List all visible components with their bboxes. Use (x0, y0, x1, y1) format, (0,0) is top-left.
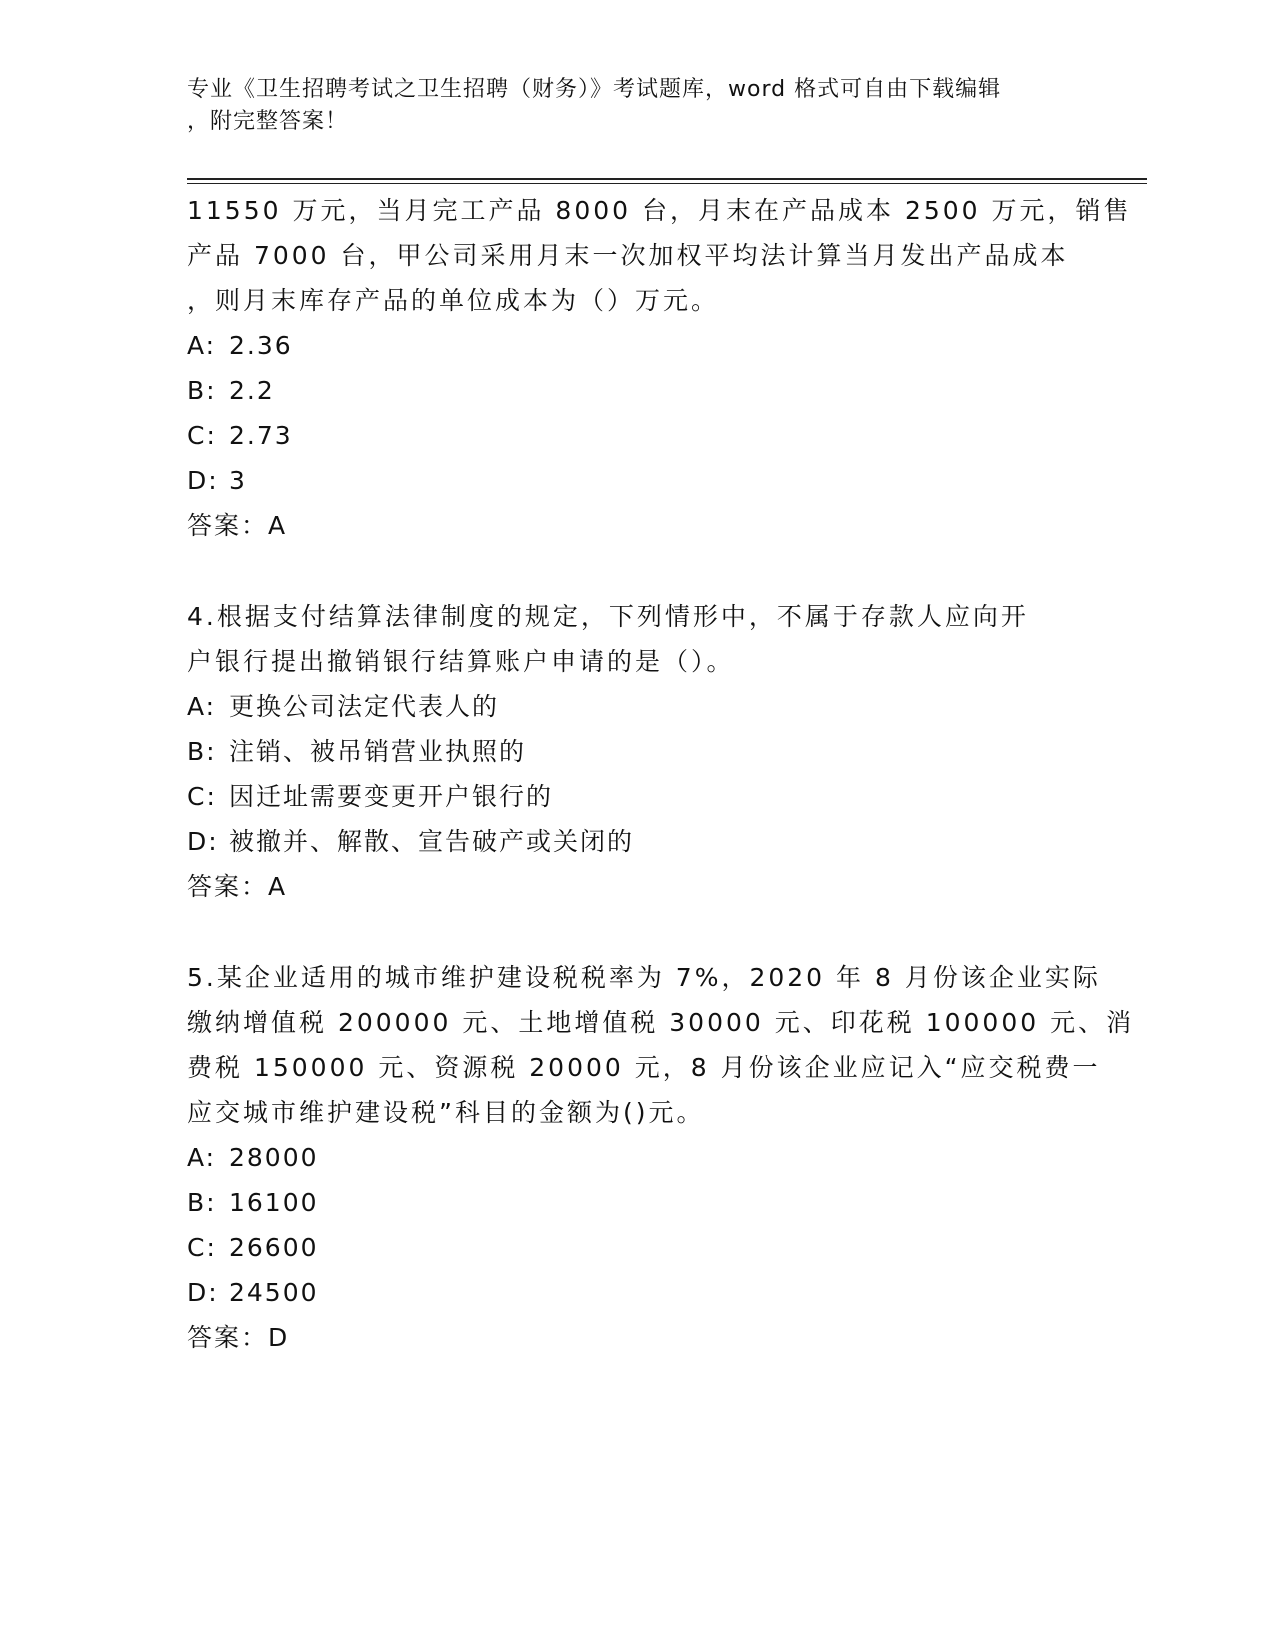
option-text: 2.36 (229, 331, 293, 360)
option-key: D: (187, 466, 219, 495)
option-key: D: (187, 827, 219, 856)
option-text: 被撤并、解散、宣告破产或关闭的 (229, 827, 635, 856)
option-key: D: (187, 1278, 219, 1307)
option-text: 更换公司法定代表人的 (229, 692, 500, 721)
option-b (187, 368, 1087, 413)
option-key: C: (187, 1233, 217, 1262)
question-text-line: 费税 150000 元、资源税 20000 元，8 月份该企业应记入“应交税费一 (187, 1053, 1101, 1082)
header-title-line-2: ，附完整答案！ (187, 109, 349, 134)
question-text-line: 产品 7000 台，甲公司采用月末一次加权平均法计算当月发出产品成本 (187, 241, 1069, 270)
option-key: A: (187, 1143, 217, 1172)
option-text: 3 (229, 466, 247, 495)
question-block (187, 955, 1135, 1360)
question-block (187, 594, 1087, 909)
question-text-line: 4.根据支付结算法律制度的规定，下列情形中，不属于存款人应向开 (187, 602, 1029, 631)
question-text-line: 11550 万元，当月完工产品 8000 台，月末在产品成本 2500 万元，销售 (187, 196, 1132, 225)
header-divider-thin (187, 183, 1147, 184)
option-key: B: (187, 737, 217, 766)
option-a (187, 323, 1087, 368)
option-key: B: (187, 376, 217, 405)
option-c (187, 1225, 1087, 1270)
question-text-line: 应交城市维护建设税”科目的金额为()元。 (187, 1098, 705, 1127)
question-block (187, 188, 1132, 548)
question-text-line: 5.某企业适用的城市维护建设税税率为 7%，2020 年 8 月份该企业实际 (187, 963, 1101, 992)
option-a (187, 1135, 1087, 1180)
option-key: A: (187, 331, 217, 360)
option-text: 16100 (229, 1188, 319, 1217)
option-c (187, 413, 1087, 458)
option-text: 24500 (229, 1278, 319, 1307)
question-list (187, 188, 1135, 1360)
option-key: B: (187, 1188, 217, 1217)
header-title-line-1: 专业《卫生招聘考试之卫生招聘（财务）》考试题库，word 格式可自由下载编辑 (187, 77, 1002, 102)
option-c (187, 774, 1087, 819)
option-text: 2.73 (229, 421, 293, 450)
answer-line: 答案：A (187, 511, 288, 540)
option-d (187, 458, 1087, 503)
option-text: 26600 (229, 1233, 319, 1262)
question-text-line: 户银行提出撤销银行结算账户申请的是（）。 (187, 647, 735, 676)
option-a (187, 684, 1087, 729)
question-text-line: ，则月末库存产品的单位成本为（）万元。 (187, 286, 720, 315)
option-text: 2.2 (229, 376, 275, 405)
option-text: 注销、被吊销营业执照的 (229, 737, 527, 766)
option-key: A: (187, 692, 217, 721)
question-text-line: 缴纳增值税 200000 元、土地增值税 30000 元、印花税 100000 元、消 (187, 1008, 1135, 1037)
option-text: 因迁址需要变更开户银行的 (229, 782, 554, 811)
answer-line: 答案：A (187, 872, 288, 901)
answer-line: 答案：D (187, 1323, 290, 1352)
option-key: C: (187, 421, 217, 450)
document-header (187, 74, 1087, 138)
question-spacer (187, 548, 1087, 594)
option-key: C: (187, 782, 217, 811)
option-d (187, 1270, 1087, 1315)
option-b (187, 1180, 1087, 1225)
header-divider-thick (187, 178, 1147, 180)
option-text: 28000 (229, 1143, 319, 1172)
question-spacer (187, 909, 1087, 955)
option-d (187, 819, 1087, 864)
option-b (187, 729, 1087, 774)
